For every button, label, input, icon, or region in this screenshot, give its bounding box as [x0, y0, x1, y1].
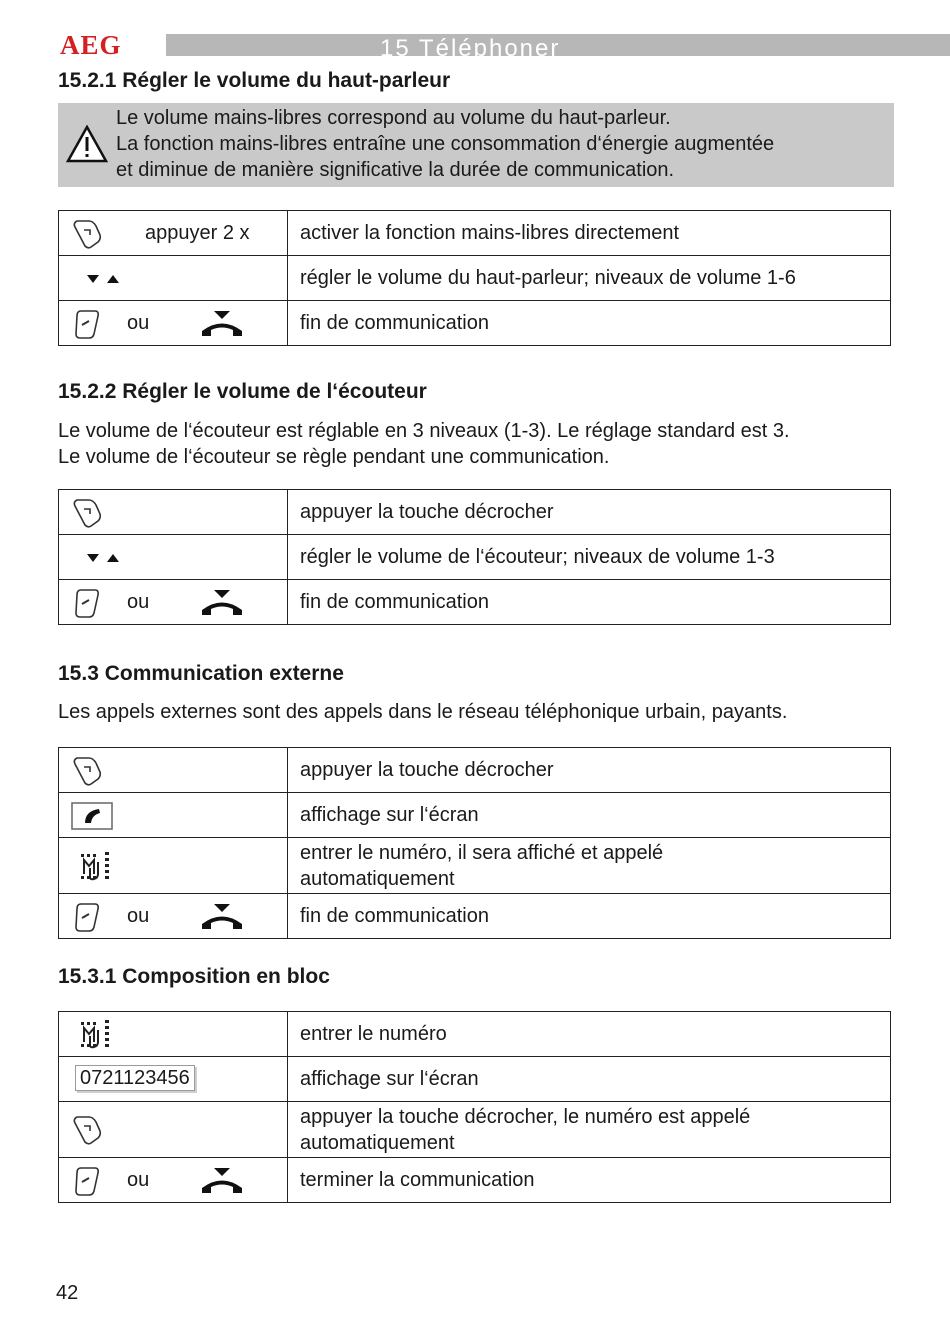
hang-up-icon — [199, 1166, 245, 1196]
table-row — [59, 580, 891, 625]
icon-cell — [59, 838, 288, 894]
or-label: ou — [127, 312, 150, 334]
table-row — [59, 894, 891, 939]
chapter-title: 15 Téléphoner — [380, 35, 561, 62]
table-row — [59, 838, 891, 894]
warning-triangle-icon — [66, 125, 108, 163]
paragraph — [58, 418, 898, 470]
talk-key-icon — [71, 497, 103, 529]
table-row — [59, 1102, 891, 1158]
step-text: activer la fonction mains-libres directement — [288, 211, 891, 256]
volume-arrows-icon — [85, 551, 125, 565]
paragraph: Les appels externes sont des appels dans le réseau téléphonique urbain, payants. — [58, 701, 788, 723]
icon-cell — [59, 580, 288, 625]
steps-table-block-dialing — [58, 1011, 891, 1203]
section-heading-15-2-1: 15.2.1 Régler le volume du haut-parleur — [58, 69, 451, 92]
table-row — [59, 1158, 891, 1203]
icon-cell — [59, 1012, 288, 1057]
steps-table-external-call — [58, 747, 891, 939]
icon-cell — [59, 894, 288, 939]
table-row — [59, 490, 891, 535]
end-key-icon — [71, 308, 103, 340]
icon-cell — [59, 1102, 288, 1158]
step-text: appuyer la touche décrocher — [288, 490, 891, 535]
end-key-icon — [71, 1165, 103, 1197]
step-text: terminer la communication — [288, 1158, 891, 1203]
steps-table-earpiece-volume — [58, 489, 891, 625]
table-row — [59, 211, 891, 256]
step-text: régler le volume de l‘écouteur; niveaux de volume 1-3 — [288, 535, 891, 580]
table-row — [59, 1057, 891, 1102]
section-heading-15-3-1: 15.3.1 Composition en bloc — [58, 965, 330, 988]
step-text: entrer le numéro — [288, 1012, 891, 1057]
page-header — [58, 30, 950, 62]
paragraph-line: Le volume de l‘écouteur est réglable en 3 niveaux (1-3). Le réglage standard est 3. — [58, 420, 790, 442]
warning-text — [116, 105, 890, 183]
icon-cell — [59, 211, 288, 256]
step-text-line: automatiquement — [300, 1131, 455, 1154]
end-key-icon — [71, 587, 103, 619]
step-text-line: entrer le numéro, il sera affiché et appelé — [300, 841, 664, 864]
steps-table-speaker-volume — [58, 210, 891, 346]
icon-cell — [59, 1057, 288, 1102]
warning-line: et diminue de manière significative la durée de communication. — [116, 159, 675, 181]
end-key-icon — [71, 901, 103, 933]
aeg-logo: AEG — [60, 30, 122, 60]
table-row — [59, 301, 891, 346]
paragraph-line: Le volume de l‘écouteur se règle pendant une communication. — [58, 446, 610, 468]
page-number: 42 — [56, 1282, 79, 1304]
table-row — [59, 1012, 891, 1057]
step-text: régler le volume du haut-parleur; niveaux de volume 1-6 — [288, 256, 891, 301]
step-text: affichage sur l‘écran — [288, 1057, 891, 1102]
talk-key-icon — [71, 218, 103, 250]
icon-cell — [59, 748, 288, 793]
step-text: fin de communication — [288, 580, 891, 625]
or-label: ou — [127, 1169, 150, 1191]
step-text — [288, 1102, 891, 1158]
step-text: affichage sur l‘écran — [288, 793, 891, 838]
icon-cell — [59, 256, 288, 301]
chapter-bar — [166, 34, 950, 62]
display-number: 0721123456 — [75, 1065, 195, 1091]
step-text-line: automatiquement — [300, 867, 455, 890]
step-text — [288, 838, 891, 894]
icon-cell — [59, 793, 288, 838]
or-label: ou — [127, 591, 150, 613]
volume-arrows-icon — [85, 272, 125, 286]
keypad-icon — [79, 850, 113, 882]
section-heading-15-3: 15.3 Communication externe — [58, 662, 344, 685]
step-text-line: appuyer la touche décrocher, le numéro est appelé — [300, 1105, 751, 1128]
or-label: ou — [127, 905, 150, 927]
hang-up-icon — [199, 902, 245, 932]
press-twice-label: appuyer 2 x — [145, 222, 250, 244]
talk-key-icon — [71, 1114, 103, 1146]
table-row — [59, 256, 891, 301]
step-text: fin de communication — [288, 894, 891, 939]
hang-up-icon — [199, 309, 245, 339]
icon-cell — [59, 535, 288, 580]
icon-cell — [59, 490, 288, 535]
step-text: appuyer la touche décrocher — [288, 748, 891, 793]
icon-cell — [59, 1158, 288, 1203]
warning-box — [58, 103, 894, 187]
display-handset-icon — [71, 802, 113, 830]
section-heading-15-2-2: 15.2.2 Régler le volume de l‘écouteur — [58, 380, 427, 403]
hang-up-icon — [199, 588, 245, 618]
step-text: fin de communication — [288, 301, 891, 346]
table-row — [59, 793, 891, 838]
table-row — [59, 535, 891, 580]
talk-key-icon — [71, 755, 103, 787]
warning-line: La fonction mains-libres entraîne une consommation d‘énergie augmentée — [116, 133, 775, 155]
keypad-icon — [79, 1018, 113, 1050]
warning-line: Le volume mains-libres correspond au volume du haut-parleur. — [116, 107, 671, 129]
table-row — [59, 748, 891, 793]
icon-cell — [59, 301, 288, 346]
